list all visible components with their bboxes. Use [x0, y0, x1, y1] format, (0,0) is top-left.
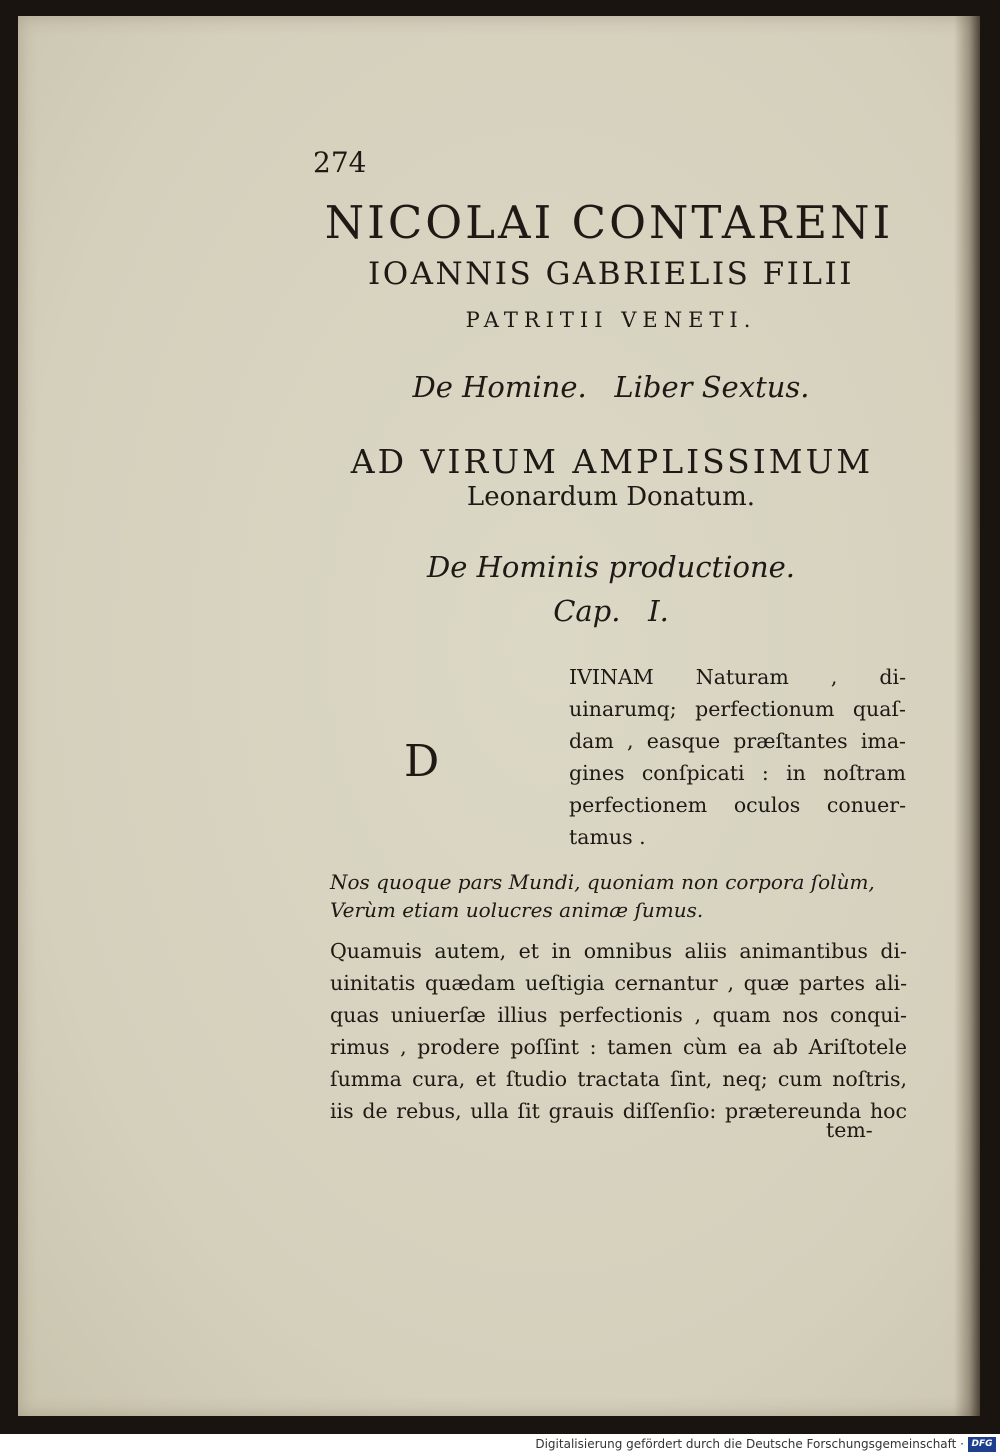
verse-line: Verùm etiam uolucres animæ ſumus.: [330, 898, 704, 922]
dropcap-paragraph-line: IVINAM Naturam , di-: [569, 665, 906, 689]
chapter-number: Cap. I.: [553, 594, 669, 628]
book-page: [18, 16, 980, 1416]
author-heading: NICOLAI CONTARENI: [324, 196, 894, 249]
chapter-title: De Hominis productione.: [426, 550, 796, 584]
verse-line: Nos quoque pars Mundi, quoniam non corpora ſolùm,: [330, 870, 875, 894]
page-number: 274: [313, 146, 367, 179]
dropcap-paragraph-line: dam , easque præſtantes ima-: [569, 729, 906, 753]
body-text-line: rimus , prodere poſſint : tamen cùm ea ab Ariſtotele: [330, 1035, 907, 1059]
body-text-line: ſumma cura, et ſtudio tractata ſint, neq; cum noſtris,: [330, 1067, 907, 1091]
book-title: De Homine. Liber Sextus.: [412, 370, 810, 404]
body-text-line: iis de rebus, ulla ſit grauis diſſenſio: prætereunda hoc: [330, 1099, 907, 1123]
body-text-line: quas uniuerſæ illius perfectionis , quam nos conqui-: [330, 1003, 907, 1027]
catchword: tem-: [826, 1118, 873, 1142]
filiation-heading: IOANNIS GABRIELIS FILII: [367, 256, 855, 292]
body-text-line: uinitatis quædam ueſtigia cernantur , quæ partes ali-: [330, 971, 907, 995]
digitization-footer: [0, 1434, 1000, 1456]
dedicatee-name: Leonardum Donatum.: [466, 482, 756, 512]
page-spine-shadow: [954, 16, 980, 1416]
footer-credit: Digitalisierung gefördert durch die Deutsche Forschungsgemeinschaft ·: [535, 1437, 964, 1451]
dropcap-paragraph-line: perfectionem oculos conuer-: [569, 793, 906, 817]
dropcap-paragraph-line: tamus .: [569, 825, 646, 849]
dropcap-paragraph-line: uinarumq; perfectionum quaſ-: [569, 697, 906, 721]
rank-heading: PATRITII VENETI.: [465, 308, 757, 332]
drop-cap: D: [404, 736, 440, 787]
dropcap-paragraph-line: gines conſpicati : in noſtram: [569, 761, 906, 785]
body-text-line: Quamuis autem, et in omnibus aliis animantibus di-: [330, 939, 907, 963]
dfg-logo-icon: DFG: [968, 1437, 996, 1452]
dedication-heading: AD VIRUM AMPLISSIMUM: [350, 442, 874, 481]
